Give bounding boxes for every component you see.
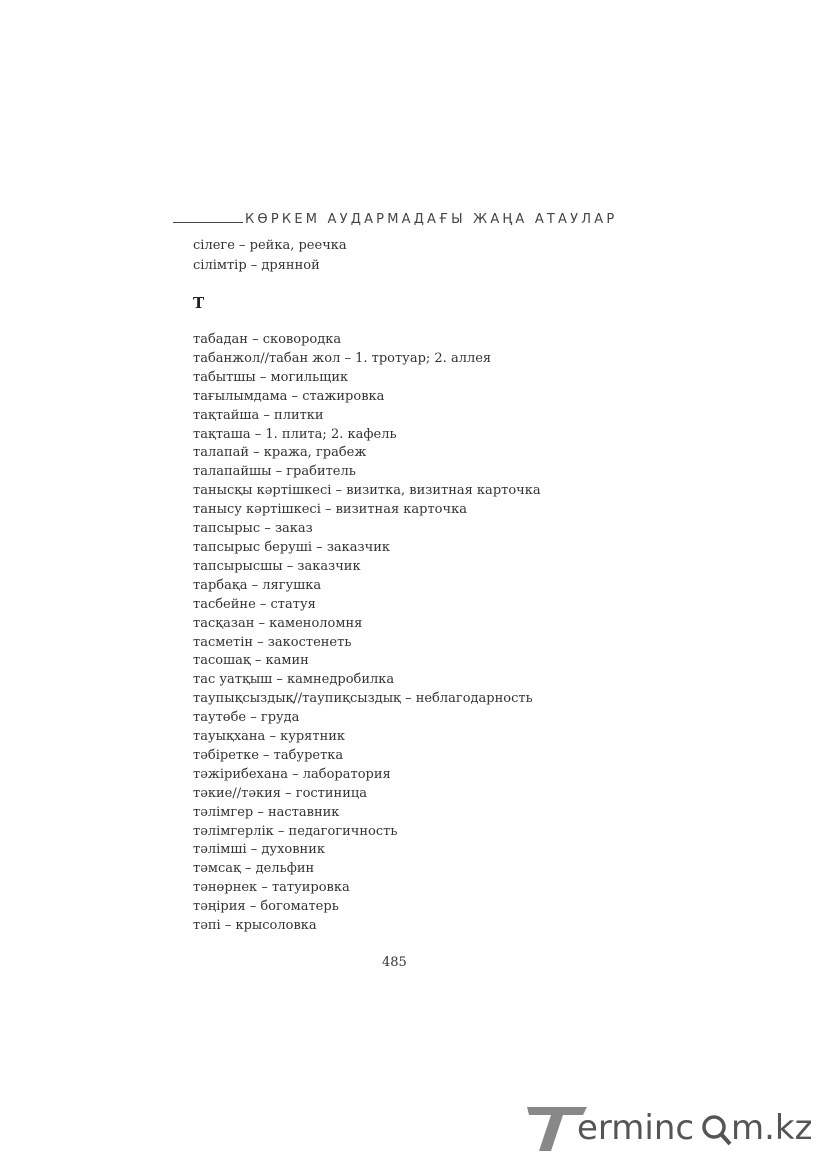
dictionary-entries xyxy=(193,331,541,936)
top-entries xyxy=(193,236,347,276)
dictionary-entry: тәңірия – богоматерь xyxy=(193,899,339,915)
dictionary-entry: танысу кәртішкесі – визитная карточка xyxy=(193,502,467,518)
dictionary-entry: тақтайша – плитки xyxy=(193,407,324,423)
dictionary-entry: тапсырыс – заказ xyxy=(193,521,313,537)
header-title: КӨРКЕМ АУДАРМАДАҒЫ ЖАҢА АТАУЛАР xyxy=(245,212,618,227)
termincom-logo xyxy=(525,1095,825,1155)
logo-text: erminc xyxy=(577,1108,695,1148)
dictionary-entry: тәлімгер – наставник xyxy=(193,804,340,820)
dictionary-entry: тасқазан – каменоломня xyxy=(193,615,363,631)
dictionary-entry: тәмсақ – дельфин xyxy=(193,861,315,877)
dictionary-entry: сілеге – рейка, реечка xyxy=(193,238,347,253)
dictionary-entry: таутөбе – груда xyxy=(193,710,300,726)
dictionary-entry: тәлімгерлік – педагогичность xyxy=(193,823,398,839)
dictionary-entry: тақташа – 1. плита; 2. кафель xyxy=(193,426,397,442)
dictionary-entry: тәпі – крысоловка xyxy=(193,918,317,934)
dictionary-entry: тәнөрнек – татуировка xyxy=(193,880,350,896)
dictionary-entry: талапайшы – грабитель xyxy=(193,464,356,480)
dictionary-entry: тапсырысшы – заказчик xyxy=(193,558,361,574)
dictionary-entry: тағылымдама – стажировка xyxy=(193,388,385,404)
dictionary-entry: тәжірибехана – лаборатория xyxy=(193,766,391,782)
dictionary-entry: сілімтір – дрянной xyxy=(193,258,320,273)
dictionary-entry: табытшы – могильщик xyxy=(193,369,349,385)
dictionary-entry: тауықхана – курятник xyxy=(193,729,346,745)
dictionary-entry: тасметін – закостенеть xyxy=(193,634,352,650)
dictionary-entry: танысқы кәртішкесі – визитка, визитная карточка xyxy=(193,483,541,499)
dictionary-entry: тәкие//тәкия – гостиница xyxy=(193,785,367,801)
running-header xyxy=(173,212,617,227)
dictionary-entry: тарбақа – лягушка xyxy=(193,577,322,593)
dictionary-entry: табанжол//табан жол – 1. тротуар; 2. аллея xyxy=(193,350,492,366)
dictionary-entry: тасошақ – камин xyxy=(193,653,309,669)
page-number: 485 xyxy=(382,955,407,970)
dictionary-entry: тасбейне – статуя xyxy=(193,596,316,612)
dictionary-entry: табадан – сковородка xyxy=(193,332,342,347)
section-letter: Т xyxy=(193,294,205,312)
dictionary-entry: тапсырыс беруші – заказчик xyxy=(193,539,391,555)
dictionary-entry: таупықсыздық//таупиқсыздық – неблагодарность xyxy=(193,691,533,707)
dictionary-entry: талапай – кража, грабеж xyxy=(193,445,367,461)
svg-text:m.kz: m.kz xyxy=(731,1108,813,1148)
header-rule xyxy=(173,221,243,223)
dictionary-entry: тәбіретке – табуретка xyxy=(193,747,344,763)
search-magnifier-icon xyxy=(704,1117,730,1144)
dictionary-entry: тәлімші – духовник xyxy=(193,842,326,858)
dictionary-entry: тас уатқыш – камнедробилка xyxy=(193,672,395,688)
